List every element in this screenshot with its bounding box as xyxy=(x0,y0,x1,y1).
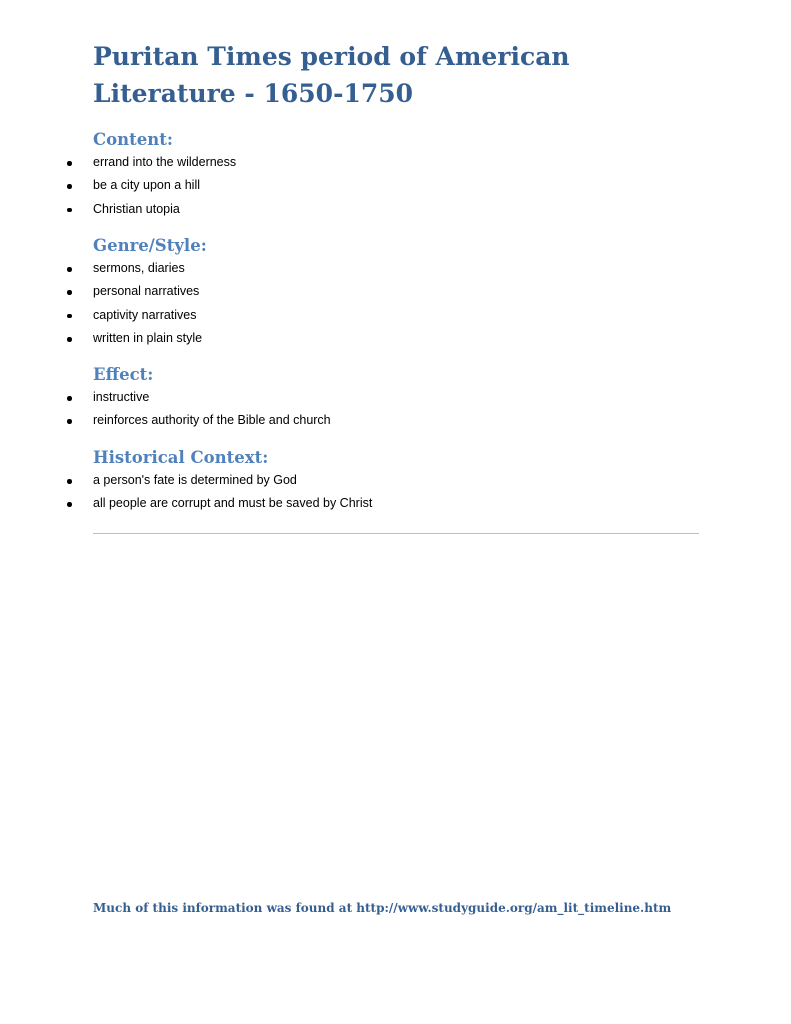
section-heading-genre-style: Genre/Style: xyxy=(93,236,207,255)
list-item-text: reinforces authority of the Bible and church xyxy=(93,413,331,428)
section-heading-historical-context: Historical Context: xyxy=(93,448,269,467)
bullet-icon xyxy=(67,161,72,166)
list-item-text: a person's fate is determined by God xyxy=(93,473,297,487)
list-item-text: sermons, diaries xyxy=(93,261,185,275)
list-item-text: errand into the wilderness xyxy=(93,155,237,169)
source-note: Much of this information was found at http://www.studyguide.org/am_lit_timeline.htm xyxy=(93,901,672,915)
list-item-text: Christian utopia xyxy=(93,201,180,216)
bullet-icon xyxy=(67,419,72,424)
list-item-text: instructive xyxy=(93,390,150,404)
bullet-icon xyxy=(67,184,72,189)
bullet-icon xyxy=(67,314,72,319)
bullet-icon xyxy=(67,502,72,507)
bullet-icon xyxy=(67,479,72,484)
list-item-text: written in plain style xyxy=(93,331,203,346)
bullet-icon xyxy=(67,396,72,401)
bullet-icon xyxy=(67,208,72,213)
bullet-icon xyxy=(67,337,72,342)
section-heading-effect: Effect: xyxy=(93,365,154,384)
section-heading-content: Content: xyxy=(93,130,173,149)
list-item-text: be a city upon a hill xyxy=(93,178,201,193)
bullet-icon xyxy=(67,267,72,272)
page-title: Puritan Times period of American Literature - 1650-1750 xyxy=(93,42,570,108)
list-item-text: all people are corrupt and must be saved by Christ xyxy=(93,496,373,511)
list-item-text: personal narratives xyxy=(93,284,200,299)
bullet-icon xyxy=(67,290,72,295)
horizontal-divider xyxy=(93,533,699,534)
list-item-text: captivity narratives xyxy=(93,307,197,322)
